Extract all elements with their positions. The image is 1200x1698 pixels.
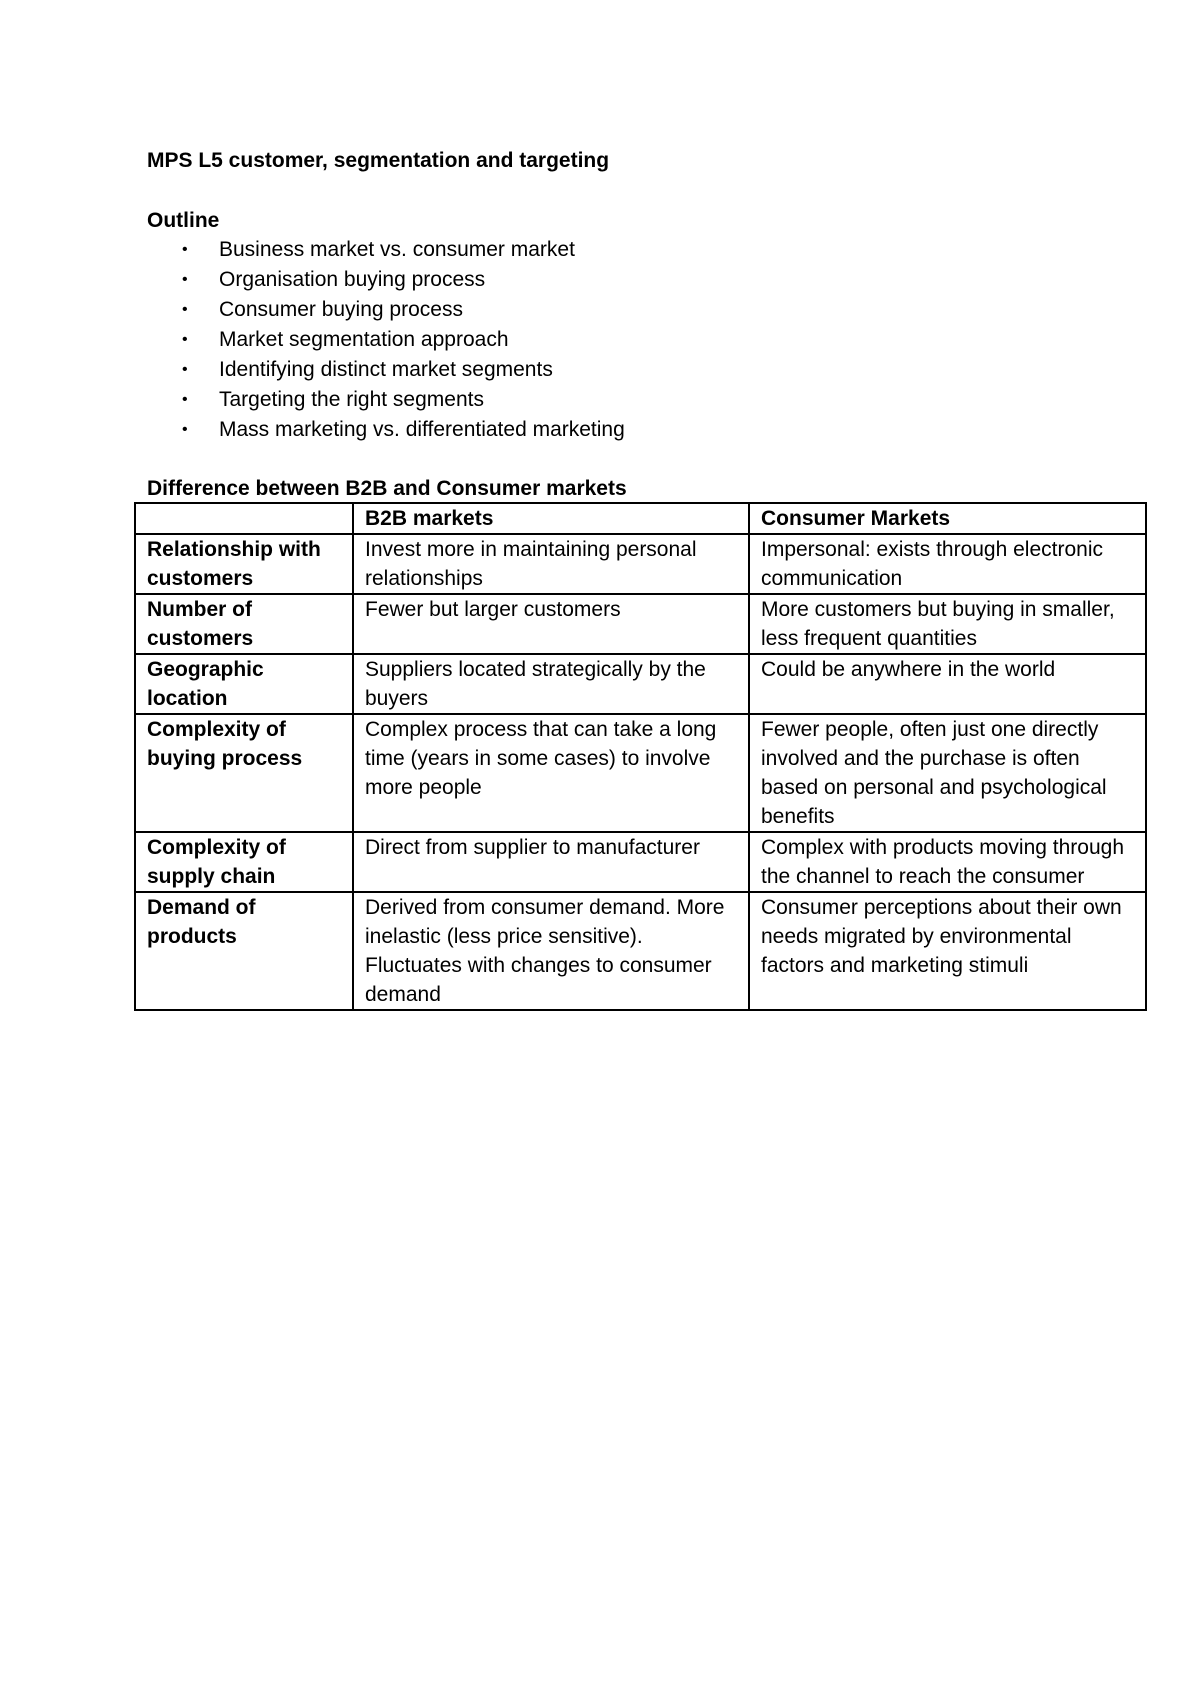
b2b-cell: Fewer but larger customers (353, 594, 749, 654)
outline-item-text: Mass marketing vs. differentiated marketing (219, 418, 625, 441)
outline-item (147, 356, 625, 386)
outline-item-text: Organisation buying process (219, 268, 486, 291)
outline-item (147, 416, 625, 446)
header-cell-b2b: B2B markets (353, 503, 749, 534)
row-label: Geographic location (135, 654, 353, 714)
outline-item (147, 266, 625, 296)
consumer-cell: Complex with products moving through the channel to reach the consumer (749, 832, 1146, 892)
table-row (135, 594, 1146, 654)
bullet-icon: • (182, 361, 188, 378)
b2b-cell: Direct from supplier to manufacturer (353, 832, 749, 892)
consumer-cell: Consumer perceptions about their own needs migrated by environmental factors and marketing stimuli (749, 892, 1146, 1010)
header-cell-consumer: Consumer Markets (749, 503, 1146, 534)
table-header-row (135, 503, 1146, 534)
bullet-icon: • (182, 271, 188, 288)
b2b-cell: Suppliers located strategically by the buyers (353, 654, 749, 714)
b2b-cell: Derived from consumer demand. More inelastic (less price sensitive). Fluctuates with changes to consumer demand (353, 892, 749, 1010)
outline-item-text: Identifying distinct market segments (219, 358, 553, 381)
outline-item-text: Consumer buying process (219, 298, 463, 321)
bullet-icon: • (182, 241, 188, 258)
table-heading: Difference between B2B and Consumer markets (147, 477, 627, 500)
outline-item-text: Business market vs. consumer market (219, 238, 575, 261)
consumer-cell: Could be anywhere in the world (749, 654, 1146, 714)
outline-heading: Outline (147, 209, 220, 232)
row-label: Number of customers (135, 594, 353, 654)
table-row (135, 892, 1146, 1010)
bullet-icon: • (182, 391, 188, 408)
comparison-table (134, 502, 1147, 1011)
outline-item (147, 326, 625, 356)
table-row (135, 654, 1146, 714)
table-row (135, 832, 1146, 892)
row-label: Complexity of buying process (135, 714, 353, 832)
bullet-icon: • (182, 421, 188, 438)
b2b-cell: Complex process that can take a long time (years in some cases) to involve more people (353, 714, 749, 832)
consumer-cell: Fewer people, often just one directly involved and the purchase is often based on personal and psychological benefits (749, 714, 1146, 832)
table-row (135, 714, 1146, 832)
outline-item (147, 386, 625, 416)
outline-item (147, 296, 625, 326)
bullet-icon: • (182, 331, 188, 348)
outline-item-text: Market segmentation approach (219, 328, 509, 351)
table-row (135, 534, 1146, 594)
row-label: Demand of products (135, 892, 353, 1010)
header-cell-empty (135, 503, 353, 534)
outline-item (147, 236, 625, 266)
consumer-cell: More customers but buying in smaller, less frequent quantities (749, 594, 1146, 654)
row-label: Relationship with customers (135, 534, 353, 594)
bullet-icon: • (182, 301, 188, 318)
outline-item-text: Targeting the right segments (219, 388, 484, 411)
consumer-cell: Impersonal: exists through electronic communication (749, 534, 1146, 594)
b2b-cell: Invest more in maintaining personal relationships (353, 534, 749, 594)
row-label: Complexity of supply chain (135, 832, 353, 892)
outline-list (147, 236, 625, 446)
document-title: MPS L5 customer, segmentation and targeting (147, 149, 610, 172)
